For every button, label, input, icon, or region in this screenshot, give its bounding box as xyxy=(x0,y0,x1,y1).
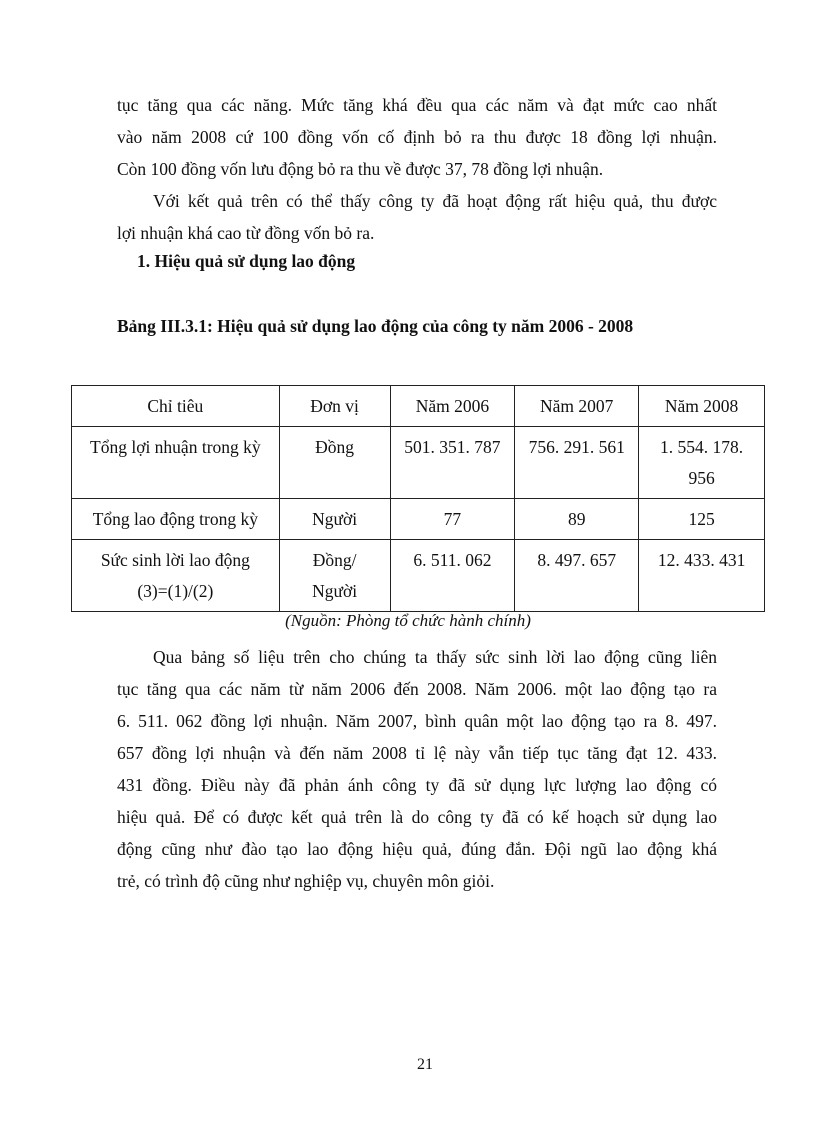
table-source-note: (Nguồn: Phòng tổ chức hành chính) xyxy=(285,611,531,630)
header-cell: Đơn vị xyxy=(279,386,390,427)
cell-line: (3)=(1)/(2) xyxy=(137,581,214,601)
text-line: trẻ, có trình độ cũng như nghiệp vụ, chuyên môn giỏi. xyxy=(117,871,495,891)
text-line: tục tăng qua các năm từ năm 2006 đến 2008. Năm 2006. một lao động tạo ra xyxy=(117,679,717,699)
table-cell xyxy=(639,427,765,499)
table-cell: 125 xyxy=(639,499,765,540)
text-line: Còn 100 đồng vốn lưu động bỏ ra thu về được 37, 78 đồng lợi nhuận. xyxy=(117,159,604,179)
text-line: 657 đồng lợi nhuận và đến năm 2008 tỉ lệ này vẫn tiếp tục tăng đạt 12. 433. xyxy=(117,743,717,763)
table-caption: Bảng III.3.1: Hiệu quả sử dụng lao động của công ty năm 2006 - 2008 xyxy=(117,316,634,336)
table-cell: 756. 291. 561 xyxy=(515,427,639,499)
table-cell: Đồng xyxy=(279,427,390,499)
table-cell: Người xyxy=(279,499,390,540)
text-line: tục tăng qua các năng. Mức tăng khá đều qua các năm và đạt mức cao nhất xyxy=(117,95,717,115)
table-cell: 77 xyxy=(390,499,515,540)
cell-line: 956 xyxy=(688,468,715,488)
page-number: 21 xyxy=(417,1056,433,1073)
paragraph-1 xyxy=(117,89,717,185)
table-row xyxy=(72,427,765,499)
header-cell: Năm 2007 xyxy=(515,386,639,427)
text-line: hiệu quả. Để có được kết quả trên là do công ty đã có kế hoạch sử dụng lao xyxy=(117,807,717,827)
section-heading: 1. Hiệu quả sử dụng lao động xyxy=(137,251,356,271)
cell-line: Sức sinh lời lao động xyxy=(100,550,250,570)
text-line: động cũng như đào tạo lao động hiệu quả, đúng đắn. Đội ngũ lao động khá xyxy=(117,839,717,859)
table-cell xyxy=(72,540,280,612)
table-cell: 6. 511. 062 xyxy=(390,540,515,612)
table-cell: 501. 351. 787 xyxy=(390,427,515,499)
text-line: vào năm 2008 cứ 100 đồng vốn cố định bỏ ra thu được 18 đồng lợi nhuận. xyxy=(117,127,717,147)
text-line: Với kết quả trên có thể thấy công ty đã hoạt động rất hiệu quả, thu được xyxy=(153,191,717,211)
labor-efficiency-table xyxy=(71,385,765,612)
table-row xyxy=(72,499,765,540)
table-cell: Tổng lợi nhuận trong kỳ xyxy=(72,427,280,499)
cell-line: 1. 554. 178. xyxy=(660,437,744,457)
table-cell: 8. 497. 657 xyxy=(515,540,639,612)
text-line: 431 đồng. Điều này đã phản ánh công ty đã sử dụng lực lượng lao động có xyxy=(117,775,717,795)
text-line: lợi nhuận khá cao từ đồng vốn bỏ ra. xyxy=(117,223,375,243)
cell-line: Đồng/ xyxy=(312,550,357,570)
table-cell: 89 xyxy=(515,499,639,540)
table-cell: 12. 433. 431 xyxy=(639,540,765,612)
paragraph-3 xyxy=(117,641,717,897)
table-header-row xyxy=(72,386,765,427)
header-cell: Chỉ tiêu xyxy=(72,386,280,427)
cell-line: Người xyxy=(312,581,358,601)
table-cell: Tổng lao động trong kỳ xyxy=(72,499,280,540)
text-line: Qua bảng số liệu trên cho chúng ta thấy sức sinh lời lao động cũng liên xyxy=(153,647,717,667)
header-cell: Năm 2006 xyxy=(390,386,515,427)
header-cell: Năm 2008 xyxy=(639,386,765,427)
table-cell xyxy=(279,540,390,612)
text-line: 6. 511. 062 đồng lợi nhuận. Năm 2007, bình quân một lao động tạo ra 8. 497. xyxy=(117,711,717,731)
paragraph-2 xyxy=(117,185,717,249)
table-row xyxy=(72,540,765,612)
